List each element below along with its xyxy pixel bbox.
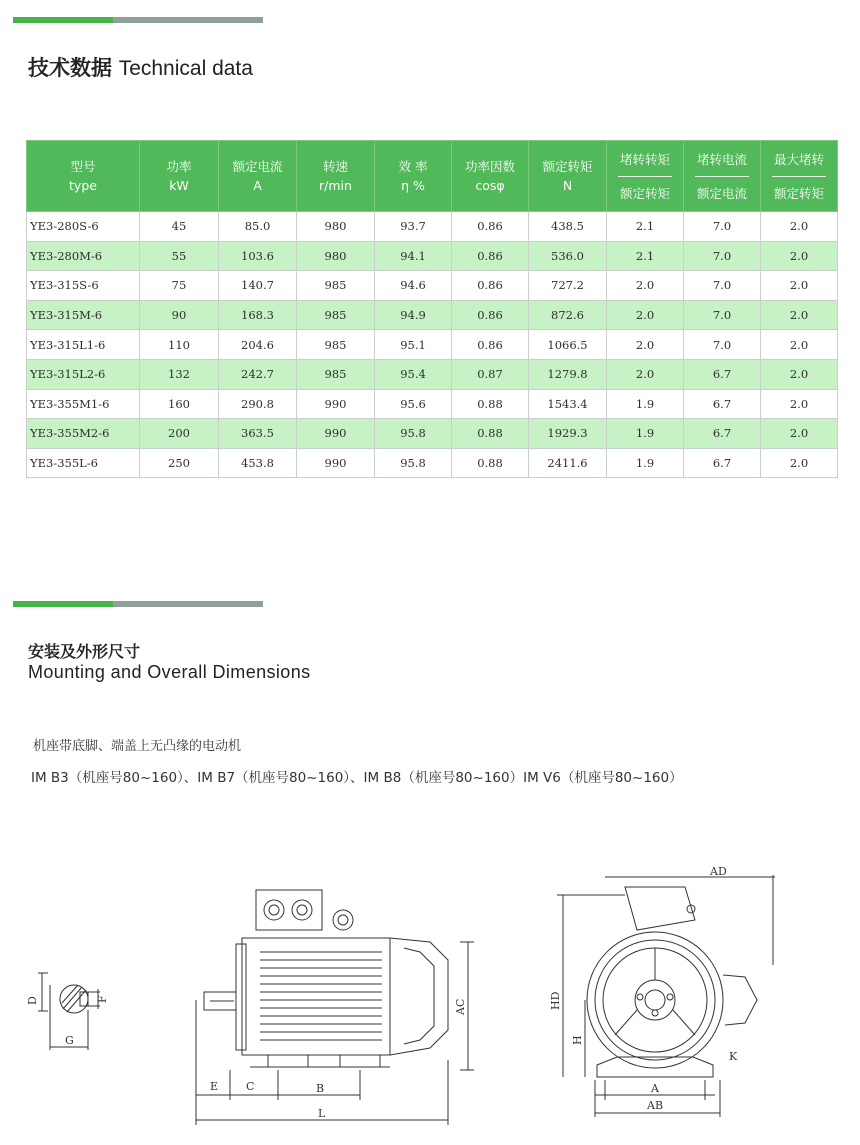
value-cell: 0.86 [452,241,529,271]
value-cell: 438.5 [529,212,607,242]
value-cell: 95.8 [375,419,452,449]
value-cell: 1543.4 [529,389,607,419]
value-cell: 2.0 [607,359,684,389]
dim-label-e: E [210,1080,219,1093]
value-cell: 95.6 [375,389,452,419]
value-cell: 7.0 [684,300,761,330]
value-cell: 2411.6 [529,448,607,478]
dim-label-g: G [65,1034,74,1047]
value-cell: 0.88 [452,419,529,449]
value-cell: 140.7 [219,271,297,301]
section-divider-bar [13,17,263,23]
dim-label-h: H [571,1035,584,1045]
value-cell: 985 [297,300,375,330]
value-cell: 872.6 [529,300,607,330]
model-cell: YE3-355L-6 [27,448,140,478]
value-cell: 985 [297,359,375,389]
column-header: 堵转电流 额定电流 [684,141,761,212]
value-cell: 6.7 [684,448,761,478]
value-cell: 0.86 [452,271,529,301]
column-header: 额定电流 A [219,141,297,212]
value-cell: 536.0 [529,241,607,271]
value-cell: 45 [140,212,219,242]
value-cell: 168.3 [219,300,297,330]
value-cell: 1.9 [607,419,684,449]
value-cell: 85.0 [219,212,297,242]
value-cell: 7.0 [684,271,761,301]
table-row [27,389,838,419]
model-cell: YE3-315S-6 [27,271,140,301]
value-cell: 55 [140,241,219,271]
section-title-technical-data: 技术数据 Technical data [28,56,253,80]
table-row [27,271,838,301]
value-cell: 132 [140,359,219,389]
dim-label-d: D [26,996,39,1005]
value-cell: 0.86 [452,330,529,360]
column-header: 堵转转矩 额定转矩 [607,141,684,212]
value-cell: 6.7 [684,419,761,449]
value-cell: 2.0 [761,389,838,419]
value-cell: 160 [140,389,219,419]
dim-label-ac: AC [454,998,467,1015]
value-cell: 2.0 [761,271,838,301]
value-cell: 1279.8 [529,359,607,389]
value-cell: 95.1 [375,330,452,360]
mounting-description: 机座带底脚、端盖上无凸缘的电动机 [33,739,242,754]
dim-label-c: C [246,1080,255,1093]
model-cell: YE3-355M2-6 [27,419,140,449]
value-cell: 7.0 [684,330,761,360]
table-row [27,448,838,478]
dim-label-hd: HD [549,991,562,1010]
value-cell: 2.0 [607,271,684,301]
value-cell: 6.7 [684,359,761,389]
dim-label-f: F [96,995,109,1003]
dim-label-a: A [651,1082,659,1095]
value-cell: 2.0 [607,330,684,360]
value-cell: 2.0 [761,330,838,360]
dim-label-ad: AD [710,865,727,878]
column-header: 最大堵转 额定转矩 [761,141,838,212]
model-cell: YE3-315L2-6 [27,359,140,389]
value-cell: 94.1 [375,241,452,271]
value-cell: 2.0 [761,241,838,271]
section-title-mounting-zh: 安装及外形尺寸 [28,642,141,661]
model-cell: YE3-280S-6 [27,212,140,242]
value-cell: 110 [140,330,219,360]
value-cell: 0.87 [452,359,529,389]
table-row [27,300,838,330]
dim-label-l: L [318,1107,326,1120]
value-cell: 2.0 [761,300,838,330]
value-cell: 990 [297,389,375,419]
value-cell: 7.0 [684,212,761,242]
column-header: 额定转矩 N [529,141,607,212]
value-cell: 2.0 [761,359,838,389]
value-cell: 2.1 [607,241,684,271]
value-cell: 1.9 [607,389,684,419]
value-cell: 0.88 [452,448,529,478]
column-header: 转速 r/min [297,141,375,212]
table-row [27,359,838,389]
dim-label-k: K [729,1050,738,1063]
value-cell: 103.6 [219,241,297,271]
column-header: 功率 kW [140,141,219,212]
technical-data-table [26,140,838,478]
section-divider-bar [13,601,263,607]
value-cell: 1066.5 [529,330,607,360]
value-cell: 2.0 [607,300,684,330]
value-cell: 2.0 [761,448,838,478]
value-cell: 2.0 [761,212,838,242]
value-cell: 990 [297,419,375,449]
value-cell: 200 [140,419,219,449]
value-cell: 990 [297,448,375,478]
value-cell: 0.86 [452,212,529,242]
table-row [27,212,838,242]
model-cell: YE3-280M-6 [27,241,140,271]
table-header-row [27,141,838,212]
model-cell: YE3-315M-6 [27,300,140,330]
value-cell: 0.88 [452,389,529,419]
model-cell: YE3-315L1-6 [27,330,140,360]
value-cell: 250 [140,448,219,478]
model-cell: YE3-355M1-6 [27,389,140,419]
value-cell: 980 [297,212,375,242]
value-cell: 290.8 [219,389,297,419]
column-header: 型号 type [27,141,140,212]
value-cell: 94.9 [375,300,452,330]
value-cell: 94.6 [375,271,452,301]
value-cell: 95.8 [375,448,452,478]
value-cell: 363.5 [219,419,297,449]
value-cell: 242.7 [219,359,297,389]
column-header: 功率因数 cosφ [452,141,529,212]
value-cell: 2.0 [761,419,838,449]
column-header: 效 率 η % [375,141,452,212]
value-cell: 6.7 [684,389,761,419]
motor-side-view-drawing [190,880,480,1130]
motor-front-view-drawing [545,865,785,1130]
value-cell: 90 [140,300,219,330]
value-cell: 93.7 [375,212,452,242]
value-cell: 1.9 [607,448,684,478]
table-row [27,241,838,271]
value-cell: 985 [297,271,375,301]
value-cell: 7.0 [684,241,761,271]
value-cell: 1929.3 [529,419,607,449]
dim-label-b: B [316,1082,325,1095]
value-cell: 985 [297,330,375,360]
value-cell: 727.2 [529,271,607,301]
mounting-types: IM B3（机座号80~160）、IM B7（机座号80~160）、IM B8（机座号80~160）IM V6（机座号80~160） [31,770,683,786]
section-title-mounting-en: Mounting and Overall Dimensions [28,662,311,682]
value-cell: 980 [297,241,375,271]
value-cell: 95.4 [375,359,452,389]
value-cell: 453.8 [219,448,297,478]
shaft-end-drawing [22,965,142,1060]
dim-label-ab: AB [647,1099,664,1112]
value-cell: 75 [140,271,219,301]
value-cell: 0.86 [452,300,529,330]
value-cell: 2.1 [607,212,684,242]
table-row [27,419,838,449]
value-cell: 204.6 [219,330,297,360]
table-row [27,330,838,360]
